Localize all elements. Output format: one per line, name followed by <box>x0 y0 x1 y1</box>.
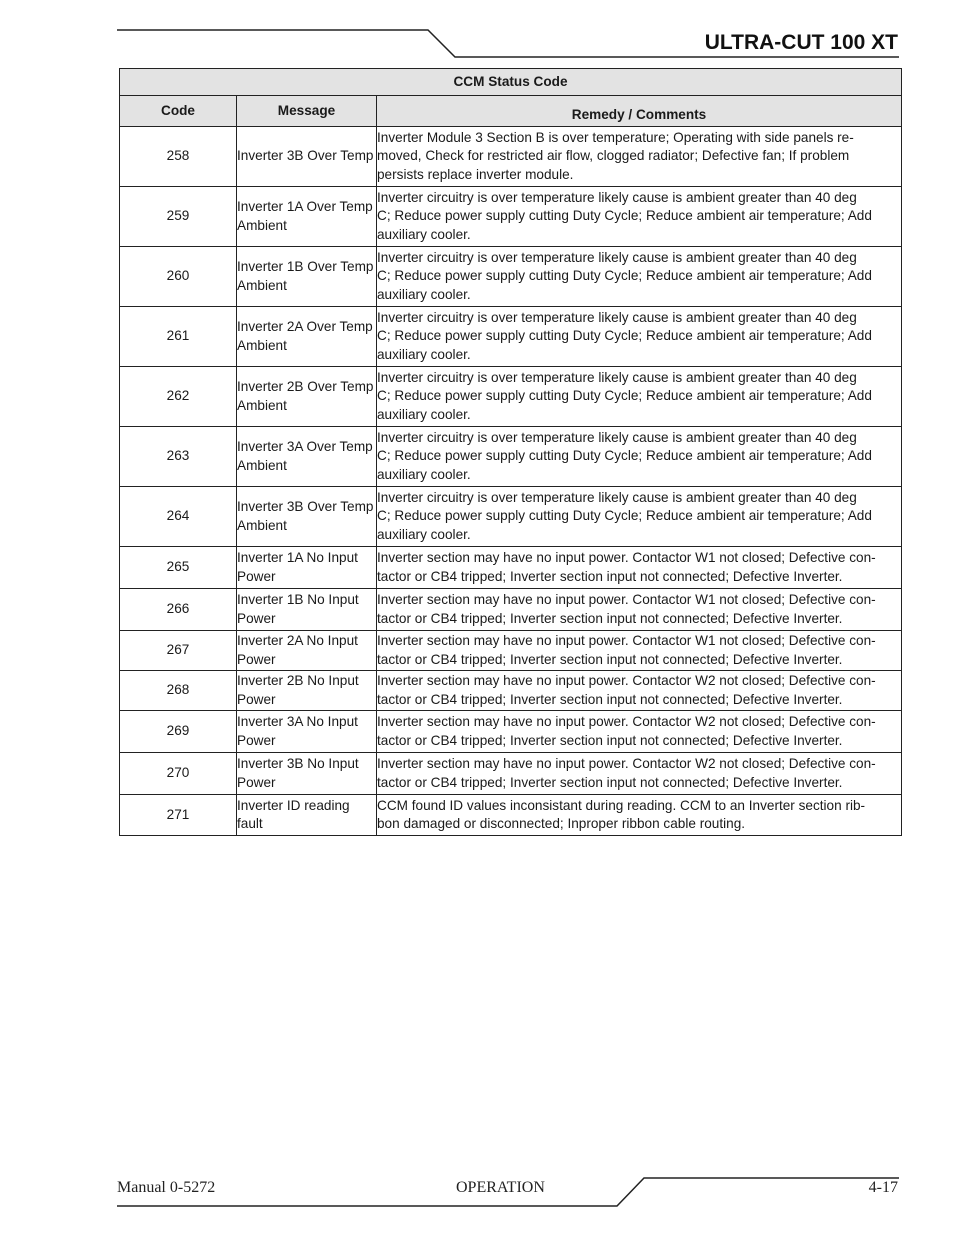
manual-number: Manual 0-5272 <box>117 1179 216 1196</box>
remedy-line: Inverter circuitry is over temperature likely cause is ambient greater than 40 deg <box>377 369 857 385</box>
remedy-line: Inverter section may have no input power. Contactor W2 not closed; Defective con- <box>377 756 876 772</box>
code-column-header: Code <box>120 96 237 127</box>
remedy-line: tactor or CB4 tripped; Inverter section input not connected; Defective Inverter. <box>377 732 843 748</box>
message-line: Inverter 1A Over Temp <box>237 199 373 215</box>
remedy-line: tactor or CB4 tripped; Inverter section input not connected; Defective Inverter. <box>377 774 843 790</box>
message-line: Inverter 1A No Input <box>237 550 358 566</box>
message-cell <box>237 127 377 187</box>
code-cell: 271 <box>120 795 237 836</box>
remedy-line: Inverter section may have no input power. Contactor W2 not closed; Defective con- <box>377 673 876 689</box>
message-line: Inverter 3B No Input <box>237 756 359 772</box>
message-line: Ambient <box>237 277 287 293</box>
remedy-line: C; Reduce power supply cutting Duty Cycle; Reduce ambient air temperature; Add <box>377 448 872 464</box>
table-row <box>120 247 902 307</box>
remedy-line: CCM found ID values inconsistant during reading. CCM to an Inverter section rib- <box>377 797 866 813</box>
message-line: Inverter 3A No Input <box>237 714 358 730</box>
message-cell <box>237 753 377 795</box>
message-line: Inverter 1B No Input <box>237 592 359 608</box>
remedy-cell <box>377 487 902 547</box>
message-line: Inverter 1B Over Temp <box>237 259 374 275</box>
remedy-line: auxiliary cooler. <box>377 466 471 482</box>
remedy-line: Inverter circuitry is over temperature likely cause is ambient greater than 40 deg <box>377 489 857 505</box>
remedy-line: C; Reduce power supply cutting Duty Cycle; Reduce ambient air temperature; Add <box>377 388 872 404</box>
remedy-line: Inverter circuitry is over temperature likely cause is ambient greater than 40 deg <box>377 429 857 445</box>
message-line: Inverter 2A No Input <box>237 633 358 649</box>
remedy-cell <box>377 753 902 795</box>
code-cell: 265 <box>120 547 237 589</box>
remedy-cell <box>377 187 902 247</box>
message-line: Power <box>237 732 276 748</box>
code-cell: 262 <box>120 367 237 427</box>
remedy-line: Inverter Module 3 Section B is over temperature; Operating with side panels re- <box>377 129 854 145</box>
remedy-cell <box>377 631 902 671</box>
message-cell <box>237 427 377 487</box>
remedy-line: Inverter section may have no input power. Contactor W2 not closed; Defective con- <box>377 714 876 730</box>
table-row <box>120 753 902 795</box>
remedy-cell <box>377 307 902 367</box>
code-cell: 263 <box>120 427 237 487</box>
table-row <box>120 671 902 711</box>
remedy-line: Inverter circuitry is over temperature likely cause is ambient greater than 40 deg <box>377 249 857 265</box>
table-row <box>120 547 902 589</box>
message-cell <box>237 487 377 547</box>
remedy-line: auxiliary cooler. <box>377 286 471 302</box>
table-body <box>120 127 902 836</box>
message-cell <box>237 671 377 711</box>
remedy-line: Inverter circuitry is over temperature likely cause is ambient greater than 40 deg <box>377 309 857 325</box>
table-row <box>120 795 902 836</box>
remedy-line: persists replace inverter module. <box>377 166 574 182</box>
remedy-cell <box>377 711 902 753</box>
message-cell <box>237 589 377 631</box>
message-cell <box>237 307 377 367</box>
remedy-line: Inverter section may have no input power. Contactor W1 not closed; Defective con- <box>377 550 876 566</box>
remedy-line: auxiliary cooler. <box>377 346 471 362</box>
remedy-cell <box>377 127 902 187</box>
message-line: Inverter 3A Over Temp <box>237 439 373 455</box>
code-cell: 266 <box>120 589 237 631</box>
table-row <box>120 187 902 247</box>
remedy-line: tactor or CB4 tripped; Inverter section input not connected; Defective Inverter. <box>377 691 843 707</box>
code-cell: 267 <box>120 631 237 671</box>
message-cell <box>237 711 377 753</box>
message-cell <box>237 547 377 589</box>
code-cell: 259 <box>120 187 237 247</box>
code-cell: 270 <box>120 753 237 795</box>
message-line: Inverter 2A Over Temp <box>237 319 373 335</box>
message-column-header: Message <box>237 96 377 127</box>
remedy-line: C; Reduce power supply cutting Duty Cycle; Reduce ambient air temperature; Add <box>377 268 872 284</box>
code-cell: 258 <box>120 127 237 187</box>
remedy-line: auxiliary cooler. <box>377 406 471 422</box>
message-line: Ambient <box>237 397 287 413</box>
section-name: OPERATION <box>456 1179 545 1196</box>
remedy-cell <box>377 427 902 487</box>
message-line: Inverter 2B Over Temp <box>237 379 374 395</box>
table-row <box>120 589 902 631</box>
remedy-line: tactor or CB4 tripped; Inverter section input not connected; Defective Inverter. <box>377 651 843 667</box>
table-row <box>120 711 902 753</box>
remedy-line: moved, Check for restricted air flow, clogged radiator; Defective fan; If problem <box>377 148 850 164</box>
message-line: Ambient <box>237 457 287 473</box>
message-line: Inverter 2B No Input <box>237 673 359 689</box>
remedy-line: bon damaged or disconnected; Inproper ribbon cable routing. <box>377 816 746 831</box>
message-line: Ambient <box>237 217 287 233</box>
message-cell <box>237 247 377 307</box>
table-title: CCM Status Code <box>120 69 902 96</box>
message-line: Power <box>237 610 276 626</box>
message-line: Ambient <box>237 337 287 353</box>
message-line: Power <box>237 651 276 667</box>
message-line: Inverter 3B Over Temp <box>237 499 374 515</box>
table-row <box>120 367 902 427</box>
table-row <box>120 427 902 487</box>
remedy-cell <box>377 589 902 631</box>
remedy-line: C; Reduce power supply cutting Duty Cycle; Reduce ambient air temperature; Add <box>377 508 872 524</box>
message-line: Power <box>237 691 276 707</box>
remedy-cell <box>377 247 902 307</box>
message-line: Power <box>237 774 276 790</box>
remedy-line: tactor or CB4 tripped; Inverter section input not connected; Defective Inverter. <box>377 610 843 626</box>
message-line: fault <box>237 816 263 831</box>
remedy-cell <box>377 671 902 711</box>
table-row <box>120 487 902 547</box>
remedy-column-header: Remedy / Comments <box>377 96 902 127</box>
remedy-line: auxiliary cooler. <box>377 226 471 242</box>
remedy-line: auxiliary cooler. <box>377 526 471 542</box>
table-row <box>120 631 902 671</box>
table-title-row <box>120 69 902 96</box>
table-row <box>120 307 902 367</box>
remedy-line: C; Reduce power supply cutting Duty Cycle; Reduce ambient air temperature; Add <box>377 208 872 224</box>
remedy-line: Inverter circuitry is over temperature likely cause is ambient greater than 40 deg <box>377 189 857 205</box>
remedy-line: tactor or CB4 tripped; Inverter section input not connected; Defective Inverter. <box>377 568 843 584</box>
message-line: Inverter ID reading <box>237 797 350 813</box>
remedy-line: Inverter section may have no input power. Contactor W1 not closed; Defective con- <box>377 633 876 649</box>
document-title: ULTRA-CUT 100 XT <box>704 31 898 54</box>
message-cell <box>237 631 377 671</box>
message-cell <box>237 367 377 427</box>
ccm-status-code-table <box>119 68 902 836</box>
remedy-line: Inverter section may have no input power. Contactor W1 not closed; Defective con- <box>377 592 876 608</box>
remedy-line: C; Reduce power supply cutting Duty Cycle; Reduce ambient air temperature; Add <box>377 328 872 344</box>
column-header-row <box>120 96 902 127</box>
code-cell: 261 <box>120 307 237 367</box>
message-line: Power <box>237 568 276 584</box>
code-cell: 269 <box>120 711 237 753</box>
page-number: 4-17 <box>868 1179 898 1196</box>
remedy-cell <box>377 547 902 589</box>
message-cell <box>237 795 377 836</box>
message-cell <box>237 187 377 247</box>
code-cell: 260 <box>120 247 237 307</box>
message-line: Inverter 3B Over Temp <box>237 148 374 164</box>
remedy-cell <box>377 367 902 427</box>
remedy-cell <box>377 795 902 836</box>
code-cell: 264 <box>120 487 237 547</box>
table-row <box>120 127 902 187</box>
code-cell: 268 <box>120 671 237 711</box>
message-line: Ambient <box>237 517 287 533</box>
